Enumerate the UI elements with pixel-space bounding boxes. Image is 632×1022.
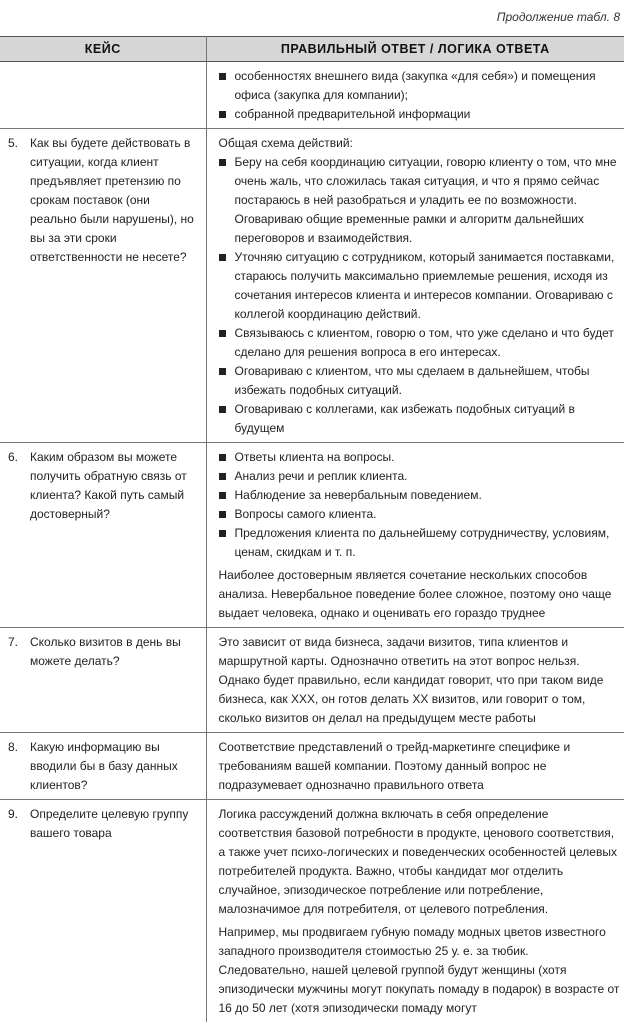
- question-cell: [0, 628, 206, 733]
- answer-cell: [206, 443, 624, 628]
- answer-text: Соответствие представлений о трейд-маркетинге специфике и требованиям вашей компании. Поэтому данный вопрос не подразумевает однозначно правильного ответа: [219, 738, 621, 795]
- question-cell: [0, 62, 206, 129]
- question-text: Определите целевую группу вашего товара: [30, 807, 188, 840]
- question-text: Какую информацию вы вводили бы в базу данных клиентов?: [30, 740, 178, 792]
- answer-cell: [206, 129, 624, 443]
- row-number: 9.: [8, 805, 18, 824]
- answer-list: [219, 153, 621, 438]
- table-header-row: [0, 37, 624, 62]
- list-item: Оговариваю с клиентом, что мы сделаем в дальнейшем, чтобы избежать подобных ситуаций.: [219, 362, 621, 400]
- header-answer: ПРАВИЛЬНЫЙ ОТВЕТ / ЛОГИКА ОТВЕТА: [206, 37, 624, 62]
- question-cell: [0, 733, 206, 800]
- row-number: 7.: [8, 633, 18, 652]
- list-item: Наблюдение за невербальным поведением.: [219, 486, 621, 505]
- list-item: Оговариваю с коллегами, как избежать подобных ситуаций в будущем: [219, 400, 621, 438]
- list-item: Предложения клиента по дальнейшему сотрудничеству, условиям, ценам, скидкам и т. п.: [219, 524, 621, 562]
- question-text: Сколько визитов в день вы можете делать?: [30, 635, 181, 668]
- list-item: Связываюсь с клиентом, говорю о том, что уже сделано и что будет сделано для решения вопроса в его интересах.: [219, 324, 621, 362]
- answer-text: Это зависит от вида бизнеса, задачи визитов, типа клиентов и маршрутной карты. Однозначно ответить на этот вопрос нельзя. Однако будет правильно, если кандидат говорит, что при таком виде бизнеса, как XXX, он готов делать XX визитов, или говорит о том, сколько визитов он делал на предыдущем месте работы: [219, 633, 621, 728]
- answer-list: [219, 448, 621, 562]
- answer-list: [219, 67, 621, 124]
- list-item: Ответы клиента на вопросы.: [219, 448, 621, 467]
- question-cell: [0, 129, 206, 443]
- table-row: [0, 129, 624, 443]
- continuation-caption: Продолжение табл. 8: [497, 10, 620, 24]
- row-number: 6.: [8, 448, 18, 467]
- answer-cell: [206, 800, 624, 1022]
- answer-cell: [206, 733, 624, 800]
- answer-cell: [206, 62, 624, 129]
- question-cell: [0, 800, 206, 1022]
- list-item: Уточняю ситуацию с сотрудником, который занимается поставками, стараюсь получить максимально приемлемые решения, исходя из сочетания интересов клиента и интересов компании. Оговариваю с коллегой координацию действий.: [219, 248, 621, 324]
- table-row: [0, 62, 624, 129]
- table-row: [0, 800, 624, 1022]
- answer-text: Логика рассуждений должна включать в себя определение соответствия базовой потребности в продукте, ценового соответствия, а также учет психо-логических и поведенческих особенностей целевых потребителей продукта. Важно, чтобы кандидат мог отделить случайное, эпизодическое потребление или потребление, малозначимое для потребителя, от целевого потребления.: [219, 805, 621, 919]
- table-row: [0, 733, 624, 800]
- question-text: Каким образом вы можете получить обратную связь от клиента? Какой путь самый достоверный?: [30, 450, 187, 521]
- table-row: [0, 443, 624, 628]
- answer-conclusion: Наиболее достоверным является сочетание нескольких способов анализа. Невербальное поведение более сложное, поэтому оно чаще выдает человека, однако и оценивать его гораздо труднее: [219, 566, 621, 623]
- header-case: КЕЙС: [0, 37, 206, 62]
- question-cell: [0, 443, 206, 628]
- answer-cell: [206, 628, 624, 733]
- cases-table: [0, 36, 624, 1022]
- list-item: Вопросы самого клиента.: [219, 505, 621, 524]
- list-item: Анализ речи и реплик клиента.: [219, 467, 621, 486]
- answer-example: Например, мы продвигаем губную помаду модных цветов известного западного производителя стоимостью 25 у. е. за тюбик. Следовательно, нашей целевой группой будут женщины (хотя эпизодически мужчины могут покупать помаду в подарок) в возрасте от 16 до 50 лет (хотя эпизодически помаду могут: [219, 923, 621, 1018]
- table-row: [0, 628, 624, 733]
- list-item: собранной предварительной информации: [219, 105, 621, 124]
- answer-intro: Общая схема действий:: [219, 134, 621, 153]
- row-number: 8.: [8, 738, 18, 757]
- question-text: Как вы будете действовать в ситуации, когда клиент предъявляет претензию по срокам поставок (они реально были нарушены), но вы за эти сроки ответственности не несете?: [30, 136, 194, 264]
- list-item: Беру на себя координацию ситуации, говорю клиенту о том, что мне очень жаль, что сложилась такая ситуация, и что я прямо сейчас постараюсь в ней разобраться и уладить ее по возможности. Оговариваю общие временные рамки и алгоритм дальнейших переговоров и взаимодействия.: [219, 153, 621, 248]
- list-item: особенностях внешнего вида (закупка «для себя») и помещения офиса (закупка для компании);: [219, 67, 621, 105]
- row-number: 5.: [8, 134, 18, 153]
